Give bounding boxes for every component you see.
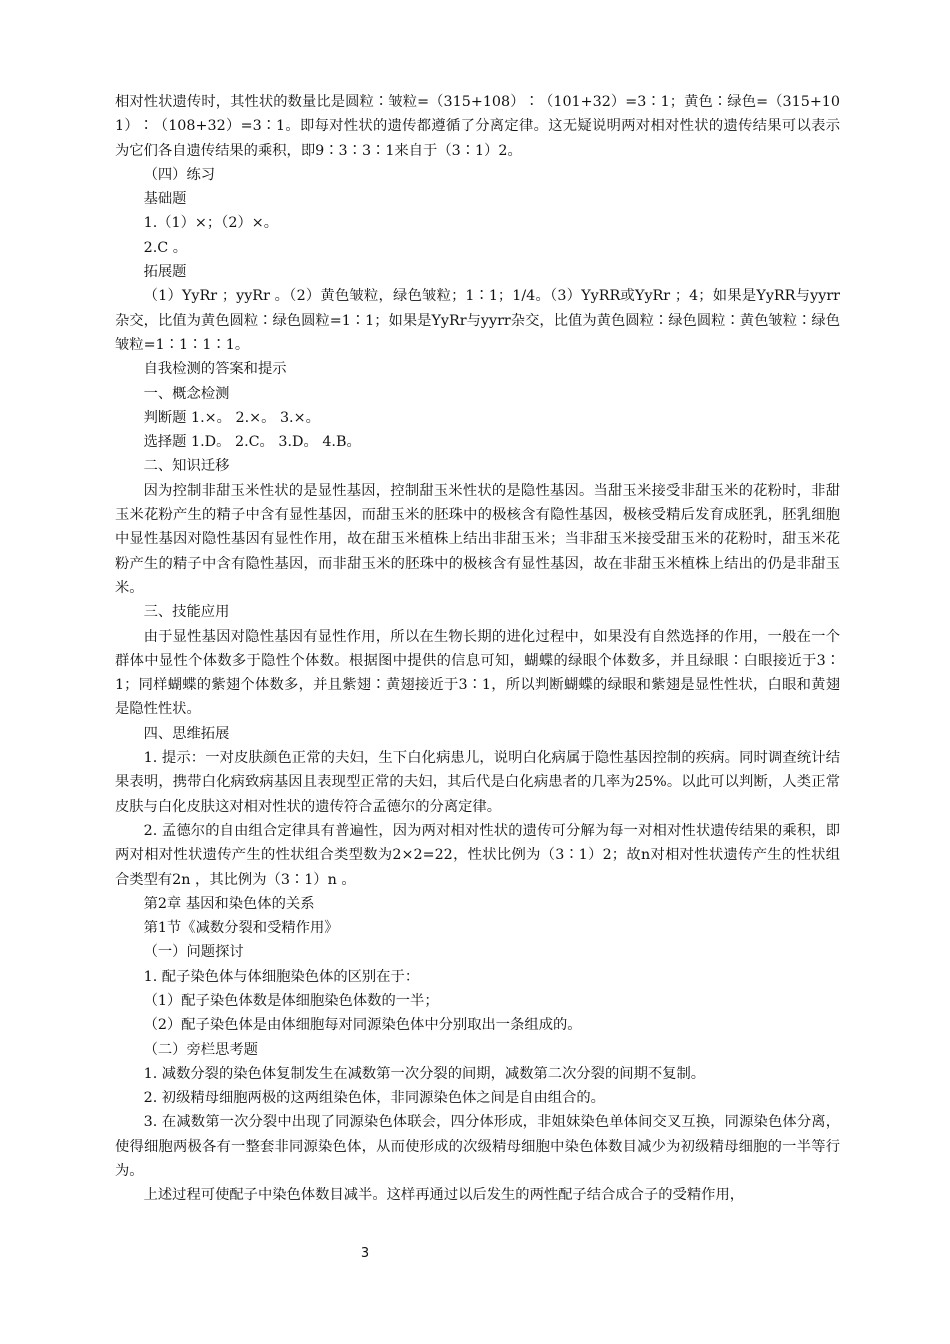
paragraph: （1）配子染色体数是体细胞染色体数的一半； <box>143 992 439 1009</box>
section-heading: （二）旁栏思考题 <box>143 1041 258 1058</box>
paragraph: 由于显性基因对隐性基因有显性作用，所以在生物长期的进化过程中，如果没有自然选择的作用，一般在一个群体中显性个体数多于隐性个体数。根据图中提供的信息可知，蝴蝶的绿眼个体数多，并且绿眼∶白眼接近于3∶1；同样蝴蝶的紫翅个体数多，并且紫翅∶黄翅接近于3∶1，所以判断蝴蝶的绿眼和紫翅是显性性状，白眼和黄翅是隐性性状。 <box>115 628 840 718</box>
answer-line: 2.C 。 <box>143 239 188 256</box>
page-number: 3 <box>360 1246 370 1261</box>
paragraph: （1）YyRr ；yyRr 。（2）黄色皱粒，绿色皱粒；1∶1；1/4。（3）YyRR或YyRr ；4；如果是YyRR与yyrr杂交，比值为黄色圆粒∶绿色圆粒=1∶1；如果是YyRr与yyrr杂交，比值为黄色圆粒∶绿色圆粒∶黄色皱粒∶绿色皱粒=1∶1∶1∶1。 <box>115 288 840 353</box>
answer-line: 1.（1）×；（2）×。 <box>143 215 279 232</box>
paragraph: 2. 初级精母细胞两极的这两组染色体，非同源染色体之间是自由组合的。 <box>143 1090 605 1107</box>
paragraph: 1. 提示：一对皮肤颜色正常的夫妇，生下白化病患儿，说明白化病属于隐性基因控制的疾病。同时调查统计结果表明，携带白化病致病基因且表现型正常的夫妇，其后代是白化病患者的几率为25%。以此可以判断，人类正常皮肤与白化皮肤这对相对性状的遗传符合孟德尔的分离定律。 <box>115 750 840 815</box>
paragraph: 3. 在减数第一次分裂中出现了同源染色体联会，四分体形成，非姐妹染色单体间交叉互换，同源染色体分离，使得细胞两极各有一整套非同源染色体，从而使形成的次级精母细胞中染色体数目减少为初级精母细胞的一半等行为。 <box>115 1114 840 1180</box>
subheading: 拓展题 <box>143 264 187 281</box>
paragraph: 上述过程可使配子中染色体数目减半。这样再通过以后发生的两性配子结合成合子的受精作用， <box>143 1187 745 1204</box>
answer-line: 选择题 1.D。 2.C。 3.D。 4.B。 <box>143 434 361 451</box>
section-title: 第1节《减数分裂和受精作用》 <box>143 920 339 937</box>
section-heading: （一）问题探讨 <box>143 944 244 961</box>
paragraph: 相对性状遗传时，其性状的数量比是圆粒∶皱粒=（315+108）∶（101+32）=3∶1；黄色∶绿色=（315+101）∶（108+32）=3∶1。即每对性状的遗传都遵循了分离定律。这无疑说明两对相对性状的遗传结果可以表示为它们各自遗传结果的乘积，即9∶3∶3∶1来自于（3∶1）2。 <box>115 94 840 159</box>
document-body <box>115 90 840 1208</box>
section-heading: 自我检测的答案和提示 <box>143 361 287 378</box>
paragraph: 1. 减数分裂的染色体复制发生在减数第一次分裂的间期，减数第二次分裂的间期不复制。 <box>143 1065 706 1082</box>
subheading: 基础题 <box>143 191 187 208</box>
section-heading: （四）练习 <box>143 166 216 183</box>
section-heading: 三、技能应用 <box>143 604 230 621</box>
section-heading: 二、知识迁移 <box>143 458 230 475</box>
answer-line: 判断题 1.×。 2.×。 3.×。 <box>143 409 320 426</box>
paragraph: 1. 配子染色体与体细胞染色体的区别在于： <box>143 968 420 985</box>
paragraph: 2. 孟德尔的自由组合定律具有普遍性，因为两对相对性状的遗传可分解为每一对相对性状遗传结果的乘积，即两对相对性状遗传产生的性状组合类型数为2×2=22，性状比例为（3∶1）2；故n对相对性状遗传产生的性状组合类型有2n ，其比例为（3∶1）n 。 <box>115 822 840 888</box>
section-heading: 一、概念检测 <box>143 385 230 402</box>
paragraph: （2）配子染色体是由体细胞每对同源染色体中分别取出一条组成的。 <box>143 1017 582 1034</box>
chapter-title: 第2章 基因和染色体的关系 <box>143 895 315 912</box>
paragraph: 因为控制非甜玉米性状的是显性基因，控制甜玉米性状的是隐性基因。当甜玉米接受非甜玉米的花粉时，非甜玉米花粉产生的精子中含有显性基因，而甜玉米的胚珠中的极核含有隐性基因，极核受精后发育成胚乳，胚乳细胞中显性基因对隐性基因有显性作用，故在甜玉米植株上结出非甜玉米；当非甜玉米接受甜玉米的花粉时，甜玉米花粉产生的精子中含有隐性基因，而非甜玉米的胚珠中的极核含有显性基因，故在非甜玉米植株上结出的仍是非甜玉米。 <box>115 482 840 596</box>
section-heading: 四、思维拓展 <box>143 725 230 742</box>
